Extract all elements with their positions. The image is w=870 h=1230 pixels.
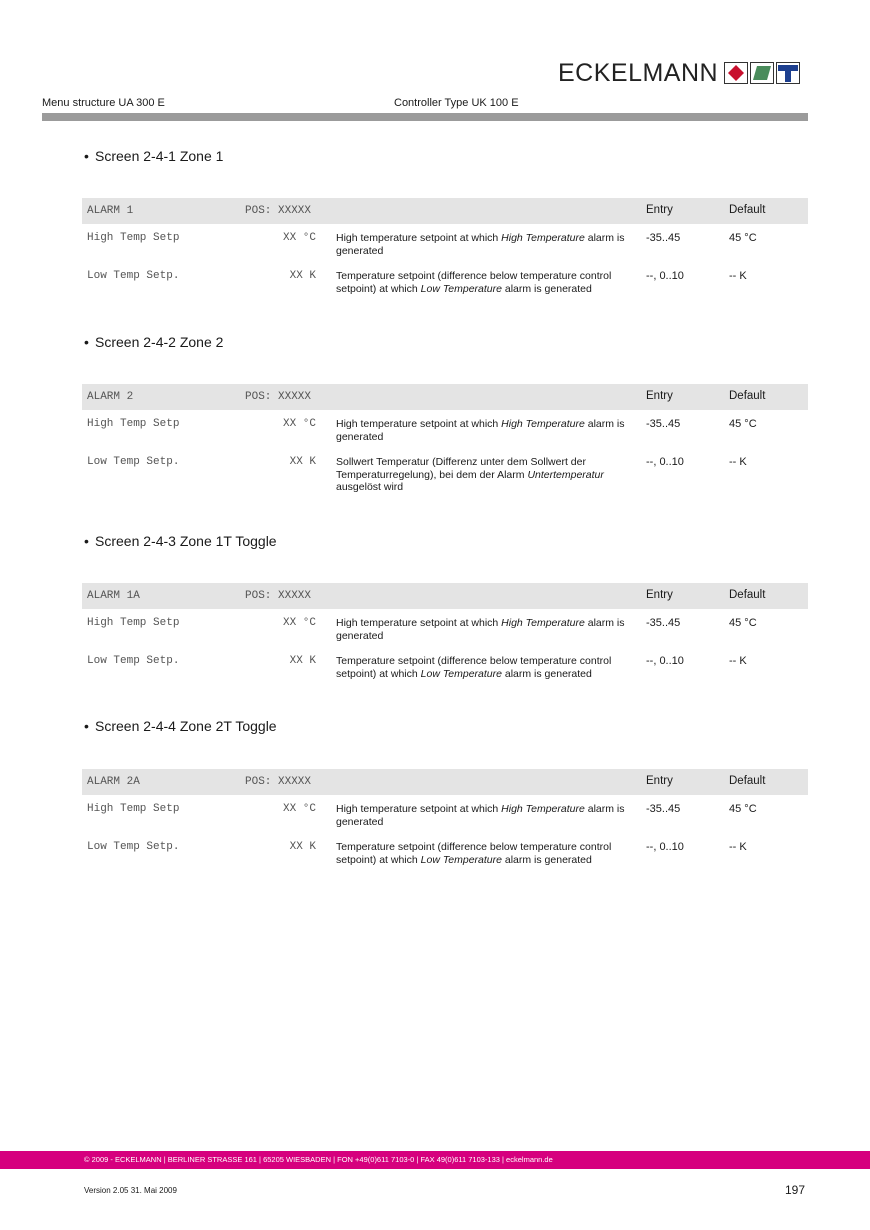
param-default: -- K (729, 270, 747, 282)
header-document-title: Menu structure UA 300 E (42, 97, 165, 109)
entry-header: Entry (646, 204, 673, 216)
page-number: 197 (785, 1183, 806, 1197)
param-description: High temperature setpoint at which High Temperature alarm is generated (336, 232, 625, 257)
param-default: 45 °C (729, 418, 757, 430)
param-name: Low Temp Setp. (87, 456, 180, 468)
screen-position: POS: XXXXX (245, 205, 312, 217)
table-header (82, 769, 808, 795)
screen-position: POS: XXXXX (245, 590, 312, 602)
parameter-table (82, 384, 808, 493)
param-entry: --, 0..10 (646, 270, 684, 282)
param-name: High Temp Setp (87, 803, 180, 815)
param-unit: XX K (289, 841, 316, 853)
header-controller-type: Controller Type UK 100 E (394, 97, 519, 109)
param-default: 45 °C (729, 617, 757, 629)
param-default: -- K (729, 841, 747, 853)
default-header: Default (729, 589, 766, 601)
param-description: Sollwert Temperatur (Differenz unter dem Sollwert der Temperaturregelung), bei dem der Alarm Untertemperatur ausgelöst wird (336, 456, 604, 493)
param-description: Temperature setpoint (difference below temperature control setpoint) at which Low Temperature alarm is generated (336, 655, 612, 680)
param-unit: XX K (289, 655, 316, 667)
param-description: High temperature setpoint at which High Temperature alarm is generated (336, 617, 625, 642)
param-unit: XX K (289, 456, 316, 468)
param-unit: XX °C (282, 232, 316, 244)
screen-name: ALARM 2A (87, 776, 140, 788)
default-header: Default (729, 204, 766, 216)
param-description: High temperature setpoint at which High Temperature alarm is generated (336, 803, 625, 828)
screen-name: ALARM 2 (87, 391, 134, 403)
brand-mark-icons (724, 62, 800, 84)
screen-position: POS: XXXXX (245, 776, 312, 788)
footer-bar (0, 1151, 870, 1169)
param-name: High Temp Setp (87, 418, 180, 430)
param-description: Temperature setpoint (difference below temperature control setpoint) at which Low Temperature alarm is generated (336, 270, 612, 295)
param-description: Temperature setpoint (difference below temperature control setpoint) at which Low Temperature alarm is generated (336, 841, 612, 866)
entry-header: Entry (646, 390, 673, 402)
param-entry: -35..45 (646, 617, 681, 629)
parameter-table (82, 583, 808, 680)
section-title: • Screen 2-4-1 Zone 1 (84, 148, 224, 164)
param-name: Low Temp Setp. (87, 655, 180, 667)
param-name: High Temp Setp (87, 232, 180, 244)
param-entry: --, 0..10 (646, 655, 684, 667)
param-entry: --, 0..10 (646, 841, 684, 853)
param-default: -- K (729, 456, 747, 468)
brand-name: ECKELMANN (558, 58, 719, 87)
section-title: • Screen 2-4-3 Zone 1T Toggle (84, 533, 277, 549)
entry-header: Entry (646, 589, 673, 601)
parameter-table (82, 769, 808, 866)
param-entry: --, 0..10 (646, 456, 684, 468)
footer-contact: © 2009 - ECKELMANN | BERLINER STRASSE 161 | 65205 WIESBADEN | FON +49(0)611 7103-0 | FAX 49(0)611 7103-133 | eckelmann.de (84, 1155, 553, 1164)
table-header (82, 384, 808, 410)
param-unit: XX °C (282, 803, 316, 815)
screen-name: ALARM 1 (87, 205, 134, 217)
default-header: Default (729, 775, 766, 787)
green-parallelogram-icon (750, 62, 774, 84)
param-name: Low Temp Setp. (87, 841, 180, 853)
red-diamond-icon (724, 62, 748, 84)
entry-header: Entry (646, 775, 673, 787)
header-divider (42, 113, 808, 121)
brand-logo (558, 57, 800, 89)
parameter-table (82, 198, 808, 295)
screen-name: ALARM 1A (87, 590, 140, 602)
document-version: Version 2.05 31. Mai 2009 (84, 1186, 177, 1195)
section-title: • Screen 2-4-2 Zone 2 (84, 334, 224, 350)
param-name: High Temp Setp (87, 617, 180, 629)
param-description: High temperature setpoint at which High Temperature alarm is generated (336, 418, 625, 443)
table-header (82, 198, 808, 224)
param-default: 45 °C (729, 803, 757, 815)
param-unit: XX °C (282, 617, 316, 629)
param-unit: XX °C (282, 418, 316, 430)
default-header: Default (729, 390, 766, 402)
blue-t-shape-icon (776, 62, 800, 84)
param-unit: XX K (289, 270, 316, 282)
param-default: 45 °C (729, 232, 757, 244)
section-title: • Screen 2-4-4 Zone 2T Toggle (84, 718, 277, 734)
param-entry: -35..45 (646, 232, 681, 244)
param-name: Low Temp Setp. (87, 270, 180, 282)
param-entry: -35..45 (646, 418, 681, 430)
screen-position: POS: XXXXX (245, 391, 312, 403)
param-entry: -35..45 (646, 803, 681, 815)
table-header (82, 583, 808, 609)
param-default: -- K (729, 655, 747, 667)
